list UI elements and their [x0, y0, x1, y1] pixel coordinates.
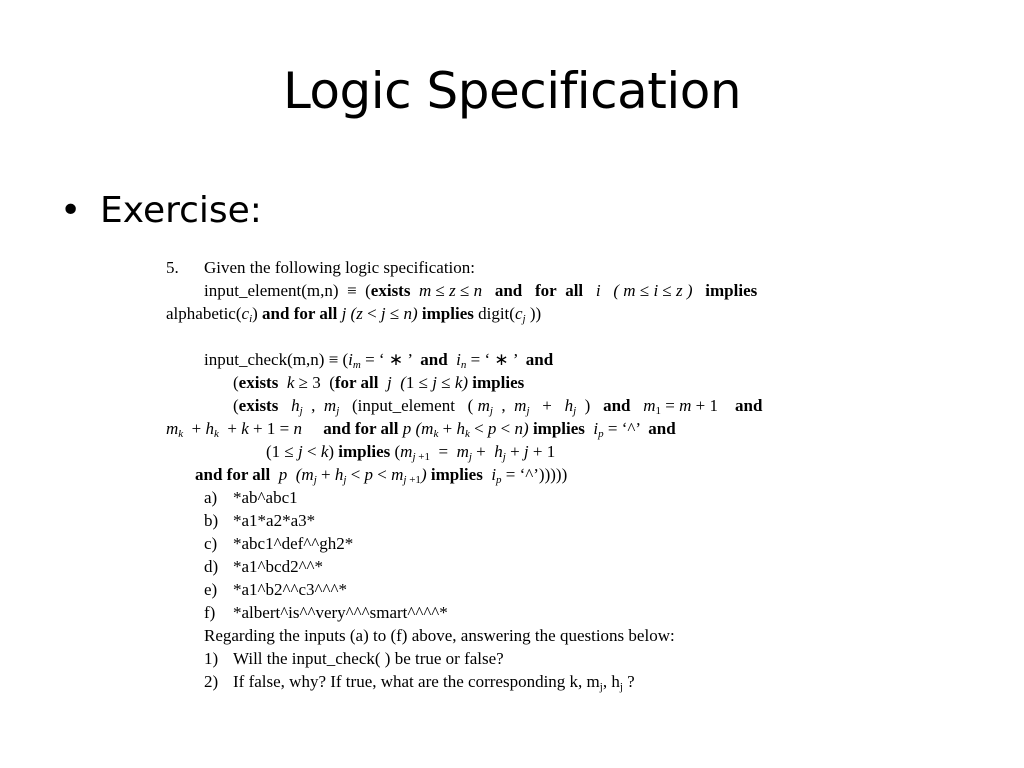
option-item: b) *a1*a2*a3*	[204, 511, 316, 530]
formula-line-2: $alphabetic(c_i)$ and for all j (z < j ≤ n) implies $digit(c_j$ ))	[166, 304, 542, 325]
bullet-text: Exercise:	[100, 190, 262, 231]
option-item: c) *abc1^def^^gh2*	[204, 534, 354, 553]
option-item: e) *a1^b2^^c3^^^*	[204, 580, 347, 599]
question-item: 2) If false, why? If true, what are the corresponding k, $m_j$, $h_j$ ?	[204, 672, 635, 693]
option-item: f) *albert^is^^very^^^smart^^^^*	[204, 603, 448, 622]
formula-line-8: and for all p $(m_j + h_j < p < m_{j +1})$ implies $i_p$ = ‘^’)))))	[195, 465, 568, 486]
option-item: a) *ab^abc1	[204, 488, 298, 507]
formula-line-5: (exists $h_j$ , $m_j$ (input_element ( $m_j$ , $m_j + h_j$ ) and $m_1 = m + 1$ and	[233, 396, 763, 417]
question-item: 1) Will the input_check( ) be true or false?	[204, 649, 504, 668]
exercise-intro: Given the following logic specification:	[204, 258, 475, 277]
regarding-text: Regarding the inputs (a) to (f) above, answering the questions below:	[204, 626, 675, 645]
bullet-item	[60, 190, 262, 231]
exercise-number: 5.	[166, 258, 179, 277]
formula-line-6: $m_k + h_k + k + 1 = n$ and for all p $(m_k + h_k < p < n)$ implies $i_p$ = ‘^’ and	[166, 419, 676, 440]
formula-line-1: input_element(m,n) ≡ (exists m ≤ z ≤ n and for all i ( m ≤ i ≤ z ) implies	[204, 281, 758, 300]
option-item: d) *a1^bcd2^^*	[204, 557, 324, 576]
bullet-dot: •	[60, 190, 82, 231]
slide-title: Logic Specification	[282, 62, 742, 120]
formula-line-3: input_check(m,n) ≡ ($i_m$ = ‘ ∗ ’ and $i_n$ = ‘ ∗ ’ and	[204, 350, 554, 371]
formula-line-7: (1 ≤ j < k) implies ($m_{j +1} = m_j + h_j + j + 1$	[266, 442, 556, 463]
formula-line-4: (exists k ≥ 3 (for all j (1 ≤ j ≤ k) implies	[233, 373, 525, 392]
